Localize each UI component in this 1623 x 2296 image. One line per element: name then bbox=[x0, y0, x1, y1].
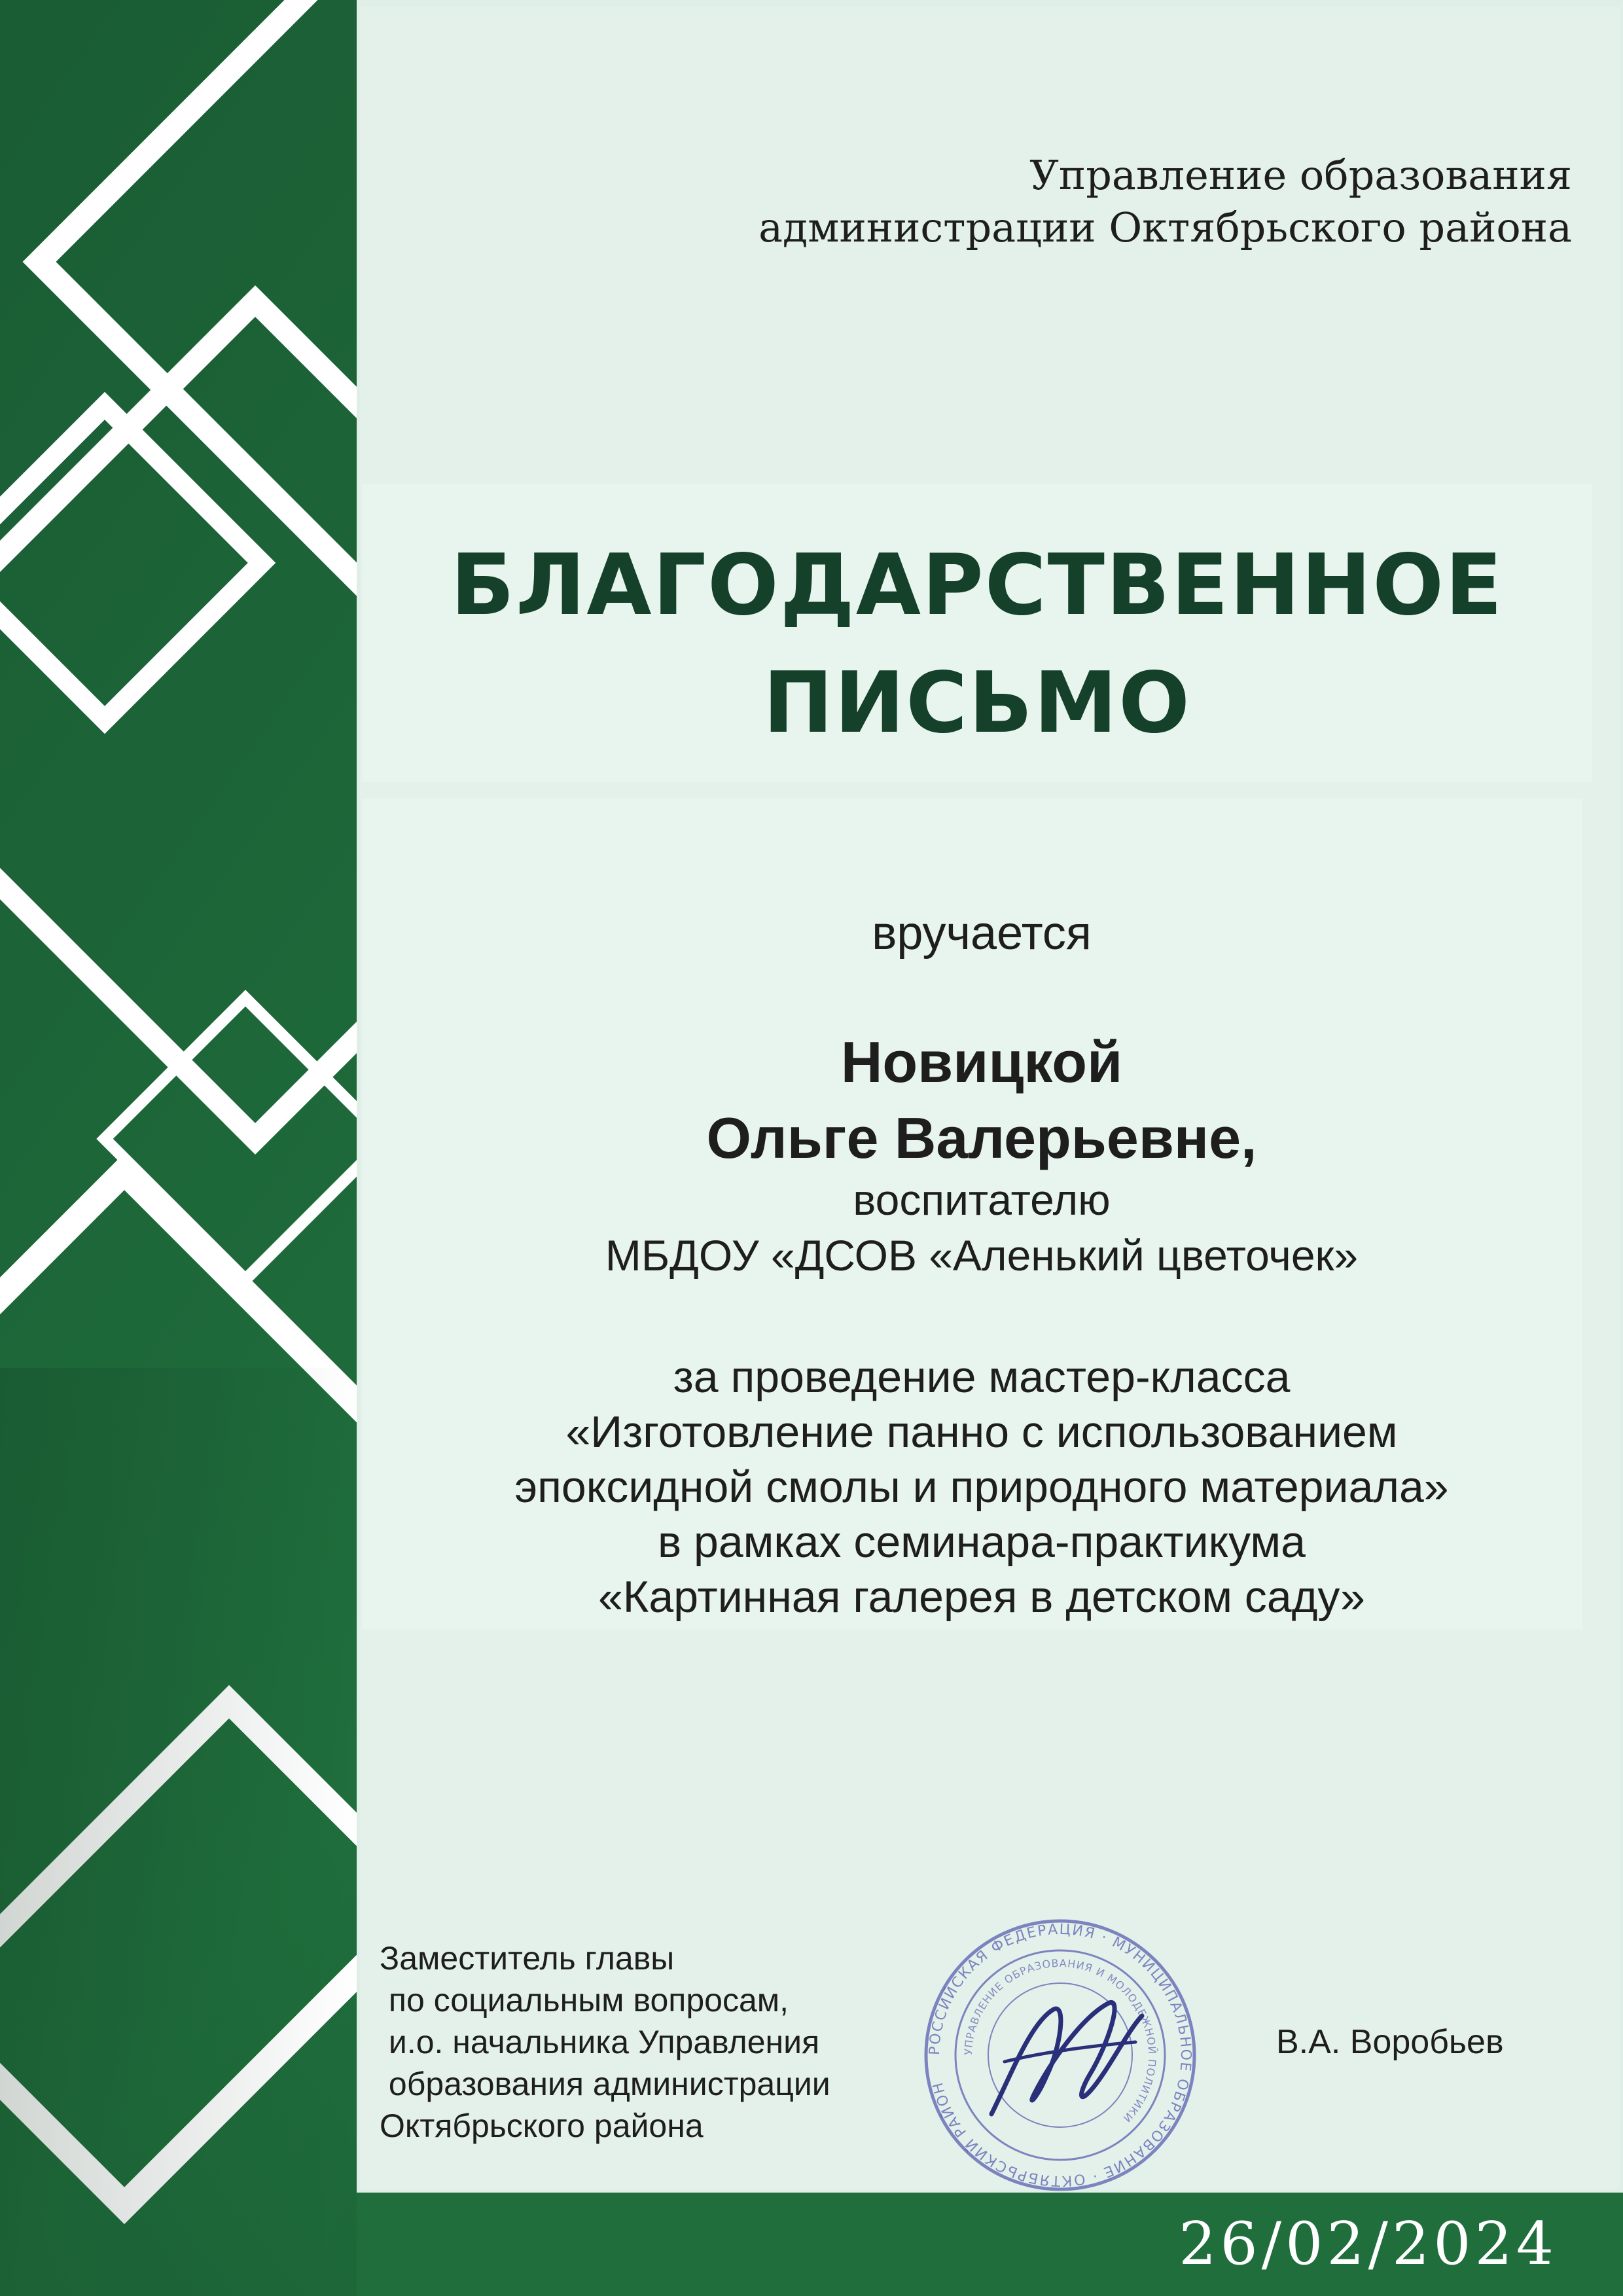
reason-line: «Изготовление панно с использованием bbox=[565, 1407, 1398, 1457]
document-title-line-1: БЛАГОДАРСТВЕННОЕ bbox=[450, 537, 1504, 634]
stamp-outer-text: РОССИЙСКАЯ ФЕДЕРАЦИЯ · МУНИЦИПАЛЬНОЕ ОБРАЗОВАНИЕ · ОКТЯБРЬСКИЙ РАЙОН bbox=[926, 1921, 1194, 2189]
signatory-title bbox=[380, 1937, 830, 2147]
issuer-line-2: администрации Октябрьского района bbox=[758, 204, 1572, 251]
issue-date: 26/02/2024 bbox=[1179, 2210, 1558, 2278]
signatory-name: В.А. Воробьев bbox=[1276, 2023, 1504, 2061]
official-stamp bbox=[913, 1911, 1207, 2199]
reason-line: в рамках семинара-практикума bbox=[658, 1517, 1306, 1567]
document-title-line-2: ПИСЬМО bbox=[763, 655, 1191, 752]
signatory-title-line: по социальным вопросам, bbox=[380, 1982, 789, 2018]
issuer-line-1: Управление образования bbox=[1029, 151, 1572, 199]
reason-line: эпоксидной смолы и природного материала» bbox=[514, 1462, 1449, 1512]
signatory-title-line: образования администрации bbox=[380, 2066, 830, 2102]
stamp-inner-text: УПРАВЛЕНИЕ ОБРАЗОВАНИЯ И МОЛОДЕЖНОЙ ПОЛИТИКИ bbox=[961, 1956, 1159, 2125]
signatory-title-line: и.о. начальника Управления bbox=[380, 2024, 820, 2060]
awarded-text: вручается bbox=[872, 907, 1092, 960]
recipient-organization: МБДОУ «ДСОВ «Аленький цветочек» bbox=[605, 1231, 1359, 1280]
issuer-header bbox=[758, 149, 1572, 254]
reason-line: за проведение мастер-класса bbox=[673, 1352, 1291, 1402]
signatory-title-line: Заместитель главы bbox=[380, 1940, 675, 1977]
recipient-position: воспитателю bbox=[853, 1175, 1111, 1224]
signatory-title-line: Октябрьского района bbox=[380, 2108, 704, 2144]
recipient-given-name: Ольге Валерьевне, bbox=[706, 1105, 1257, 1170]
reason-line: «Картинная галерея в детском саду» bbox=[597, 1572, 1365, 1622]
recipient-surname: Новицкой bbox=[840, 1030, 1123, 1094]
